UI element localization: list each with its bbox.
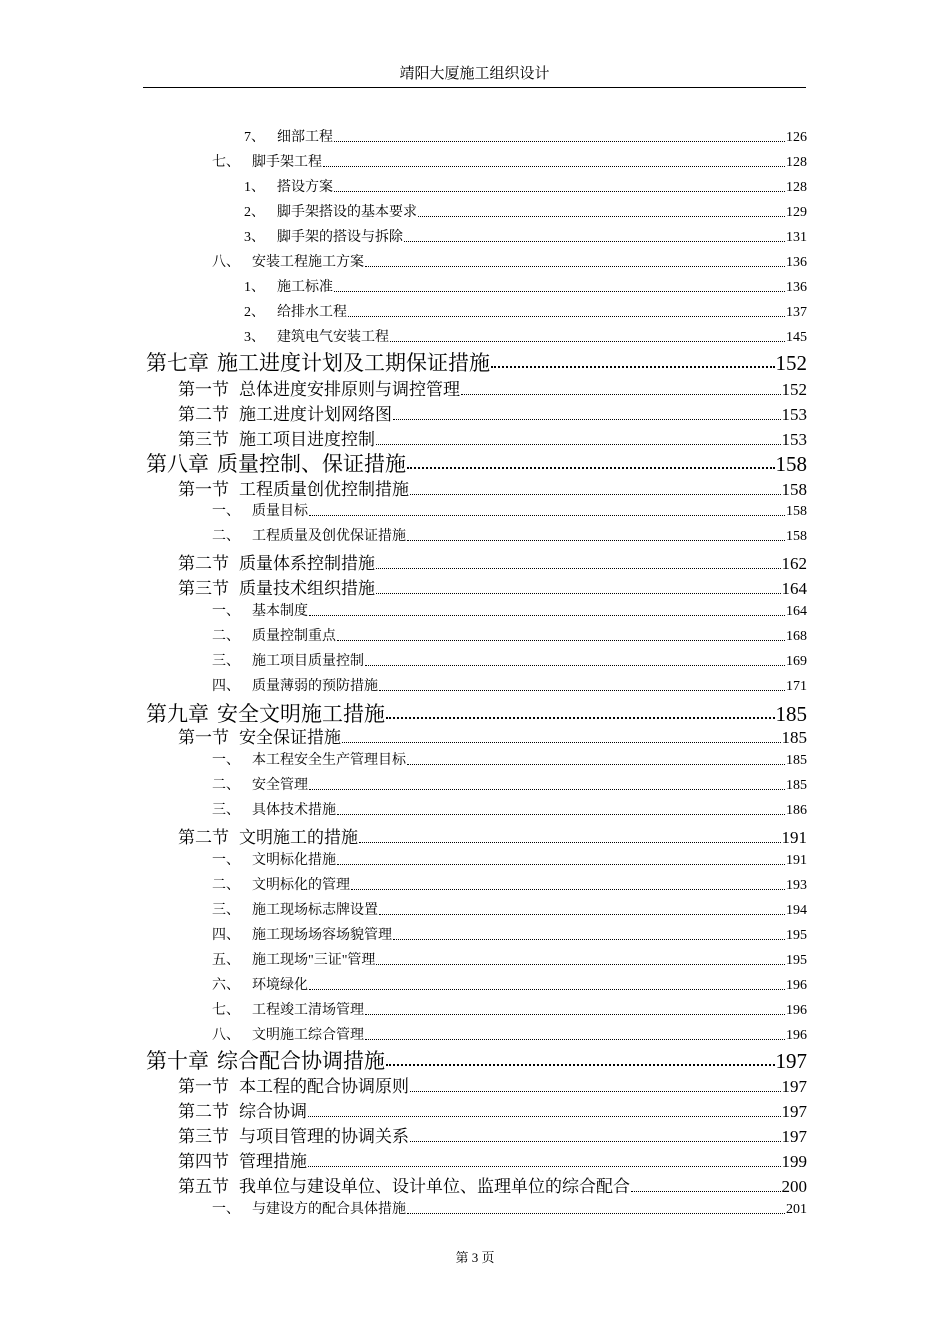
toc-entry-page: 197: [775, 1049, 807, 1073]
toc-entry-number: 第一节: [178, 480, 229, 499]
toc-entry-page: 136: [786, 255, 807, 270]
toc-entry-title: 给排水工程: [277, 305, 347, 320]
toc-dot-leader: [365, 1039, 785, 1040]
toc-entry-title: 施工进度计划及工期保证措施: [217, 351, 490, 375]
toc-entry-title: 施工项目进度控制: [239, 430, 375, 449]
toc-entry-number: 第八章: [146, 452, 209, 476]
toc-entry[interactable]: [212, 999, 807, 1019]
toc-entry-title: 施工项目质量控制: [252, 654, 364, 669]
toc-entry-page: 194: [786, 903, 807, 918]
toc-entry-title: 具体技术措施: [252, 803, 336, 818]
toc-entry-number: 第五节: [178, 1177, 229, 1196]
toc-dot-leader: [404, 241, 785, 242]
toc-dot-leader: [410, 494, 781, 495]
toc-dot-leader: [309, 515, 785, 516]
toc-dot-leader: [393, 419, 781, 420]
toc-entry-title: 质量技术组织措施: [239, 579, 375, 598]
toc-entry-number: 一、: [212, 1202, 240, 1217]
toc-entry[interactable]: [178, 400, 807, 424]
toc-entry-page: 186: [786, 803, 807, 818]
toc-entry-title: 与项目管理的协调关系: [239, 1127, 409, 1146]
toc-entry-number: 四、: [212, 679, 240, 694]
toc-dot-leader: [631, 1191, 781, 1192]
toc-entry-page: 168: [786, 629, 807, 644]
toc-entry-title: 环境绿化: [252, 978, 308, 993]
toc-entry-page: 152: [781, 380, 807, 399]
toc-dot-leader: [323, 166, 785, 167]
toc-dot-leader: [407, 764, 785, 765]
toc-entry-page: 164: [781, 579, 807, 598]
toc-entry-number: 3、: [244, 330, 265, 345]
toc-entry-number: 七、: [212, 155, 240, 170]
toc-entry-title: 搭设方案: [277, 180, 333, 195]
toc-entry[interactable]: [212, 675, 807, 695]
toc-entry[interactable]: [244, 201, 807, 221]
toc-dot-leader: [376, 568, 781, 569]
toc-entry[interactable]: [212, 949, 807, 969]
toc-entry-title: 工程竣工清场管理: [252, 1003, 364, 1018]
toc-entry-page: 200: [781, 1177, 807, 1196]
toc-entry-number: 第三节: [178, 1127, 229, 1146]
toc-dot-leader: [334, 291, 785, 292]
toc-dot-leader: [308, 1116, 781, 1117]
toc-dot-leader: [365, 266, 785, 267]
toc-entry[interactable]: [212, 749, 807, 769]
toc-entry-page: 158: [781, 480, 807, 499]
toc-entry-title: 脚手架工程: [252, 155, 322, 170]
toc-dot-leader: [351, 889, 785, 890]
toc-entry-number: 第二节: [178, 828, 229, 847]
toc-entry-title: 管理措施: [239, 1152, 307, 1171]
toc-dot-leader: [376, 964, 785, 965]
toc-dot-leader: [410, 1091, 781, 1092]
toc-dot-leader: [393, 939, 785, 940]
toc-entry-number: 八、: [212, 255, 240, 270]
toc-entry-number: 第一节: [178, 380, 229, 399]
toc-entry-number: 三、: [212, 903, 240, 918]
toc-entry[interactable]: [212, 500, 807, 520]
toc-entry[interactable]: [212, 525, 807, 545]
toc-entry-title: 本工程安全生产管理目标: [252, 753, 406, 768]
toc-entry-title: 文明施工的措施: [239, 828, 358, 847]
toc-entry[interactable]: [146, 698, 807, 724]
toc-entry-number: 二、: [212, 778, 240, 793]
toc-dot-leader: [376, 593, 781, 594]
page-header: 靖阳大厦施工组织设计: [399, 66, 550, 82]
toc-entry-title: 安全管理: [252, 778, 308, 793]
toc-entry-page: 145: [786, 330, 807, 345]
toc-dot-leader: [410, 1141, 781, 1142]
toc-entry-page: 137: [786, 305, 807, 320]
toc-dot-leader: [390, 341, 785, 342]
toc-entry[interactable]: [212, 151, 807, 171]
toc-entry[interactable]: [212, 899, 807, 919]
toc-entry-title: 综合协调: [239, 1102, 307, 1121]
toc-entry[interactable]: [212, 774, 807, 794]
toc-entry[interactable]: [178, 1122, 807, 1146]
toc-entry-number: 第二节: [178, 1102, 229, 1121]
toc-entry-title: 文明施工综合管理: [252, 1028, 364, 1043]
toc-entry-title: 建筑电气安装工程: [277, 330, 389, 345]
toc-entry[interactable]: [178, 574, 807, 598]
toc-entry-page: 195: [786, 953, 807, 968]
toc-entry-title: 施工现场标志牌设置: [252, 903, 378, 918]
toc-entry-page: 201: [786, 1202, 807, 1217]
toc-dot-leader: [379, 690, 785, 691]
toc-entry-page: 199: [781, 1152, 807, 1171]
toc-dot-leader: [491, 366, 775, 368]
toc-entry-number: 一、: [212, 753, 240, 768]
toc-dot-leader: [379, 914, 785, 915]
toc-entry-number: 八、: [212, 1028, 240, 1043]
toc-entry[interactable]: [212, 799, 807, 819]
toc-entry-title: 施工进度计划网络图: [239, 405, 392, 424]
toc-entry[interactable]: [178, 823, 807, 847]
toc-dot-leader: [418, 216, 785, 217]
toc-entry[interactable]: [212, 924, 807, 944]
toc-entry-page: 129: [786, 205, 807, 220]
toc-entry-number: 7、: [244, 130, 265, 145]
toc-entry-number: 第一节: [178, 1077, 229, 1096]
toc-entry-page: 152: [775, 351, 807, 375]
toc-entry[interactable]: [212, 650, 807, 670]
toc-dot-leader: [334, 191, 785, 192]
toc-entry-title: 综合配合协调措施: [217, 1049, 385, 1073]
toc-entry-title: 文明标化的管理: [252, 878, 350, 893]
toc-entry[interactable]: [244, 176, 807, 196]
toc-entry[interactable]: [212, 849, 807, 869]
toc-entry-title: 质量控制、保证措施: [217, 452, 406, 476]
toc-entry-number: 一、: [212, 604, 240, 619]
toc-dot-leader: [348, 316, 785, 317]
toc-entry[interactable]: [244, 326, 807, 346]
toc-entry-number: 第三节: [178, 430, 229, 449]
toc-entry[interactable]: [178, 1097, 807, 1121]
toc-dot-leader: [461, 394, 781, 395]
toc-entry-number: 三、: [212, 654, 240, 669]
toc-entry-title: 施工标准: [277, 280, 333, 295]
toc-entry-number: 第二节: [178, 554, 229, 573]
toc-entry-page: 185: [781, 728, 807, 747]
toc-entry[interactable]: [146, 448, 807, 474]
toc-entry[interactable]: [244, 126, 807, 146]
toc-entry[interactable]: [178, 375, 807, 399]
toc-entry-number: 第四节: [178, 1152, 229, 1171]
toc-entry-page: 158: [786, 529, 807, 544]
toc-entry-number: 二、: [212, 878, 240, 893]
toc-entry-number: 一、: [212, 504, 240, 519]
toc-entry[interactable]: [244, 301, 807, 321]
toc-dot-leader: [359, 842, 781, 843]
toc-entry-number: 2、: [244, 305, 265, 320]
toc-entry-page: 196: [786, 978, 807, 993]
toc-entry-title: 质量体系控制措施: [239, 554, 375, 573]
toc-dot-leader: [386, 717, 775, 719]
toc-entry-number: 3、: [244, 230, 265, 245]
toc-entry-title: 总体进度安排原则与调控管理: [239, 380, 460, 399]
toc-entry-number: 第九章: [146, 702, 209, 726]
toc-entry-page: 153: [781, 430, 807, 449]
toc-entry-page: 158: [775, 452, 807, 476]
toc-entry[interactable]: [212, 251, 807, 271]
toc-entry-title: 本工程的配合协调原则: [239, 1077, 409, 1096]
toc-dot-leader: [365, 665, 785, 666]
toc-entry[interactable]: [178, 1072, 807, 1096]
toc-dot-leader: [376, 444, 781, 445]
toc-entry-number: 第十章: [146, 1049, 209, 1073]
toc-dot-leader: [309, 989, 785, 990]
toc-dot-leader: [407, 1213, 785, 1214]
toc-entry-number: 1、: [244, 180, 265, 195]
toc-entry[interactable]: [178, 1147, 807, 1171]
toc-entry-page: 197: [781, 1102, 807, 1121]
toc-dot-leader: [365, 1014, 785, 1015]
toc-entry-number: 第三节: [178, 579, 229, 598]
toc-entry-title: 文明标化措施: [252, 853, 336, 868]
toc-entry-title: 细部工程: [277, 130, 333, 145]
toc-entry-page: 158: [786, 504, 807, 519]
toc-entry[interactable]: [178, 475, 807, 499]
toc-entry-title: 施工现场"三证"管理: [252, 953, 376, 968]
toc-entry[interactable]: [178, 1172, 807, 1196]
toc-entry-page: 185: [786, 778, 807, 793]
toc-entry[interactable]: [178, 723, 807, 747]
toc-dot-leader: [407, 467, 775, 469]
toc-entry-title: 质量目标: [252, 504, 308, 519]
toc-entry[interactable]: [146, 347, 807, 373]
toc-entry-page: 126: [786, 130, 807, 145]
toc-entry-page: 191: [781, 828, 807, 847]
toc-entry-title: 质量控制重点: [252, 629, 336, 644]
toc-entry-page: 193: [786, 878, 807, 893]
toc-dot-leader: [309, 615, 785, 616]
toc-dot-leader: [309, 789, 785, 790]
toc-entry[interactable]: [212, 600, 807, 620]
toc-entry-number: 七、: [212, 1003, 240, 1018]
toc-entry-number: 1、: [244, 280, 265, 295]
toc-entry[interactable]: [146, 1045, 807, 1071]
toc-entry[interactable]: [212, 1024, 807, 1044]
toc-entry[interactable]: [212, 974, 807, 994]
toc-entry-title: 安全保证措施: [239, 728, 341, 747]
toc-entry-page: 197: [781, 1077, 807, 1096]
toc-entry-number: 二、: [212, 529, 240, 544]
toc-entry-number: 2、: [244, 205, 265, 220]
toc-entry-page: 131: [786, 230, 807, 245]
toc-entry-page: 128: [786, 155, 807, 170]
toc-entry-page: 196: [786, 1028, 807, 1043]
toc-entry-title: 脚手架的搭设与拆除: [277, 230, 403, 245]
toc-entry[interactable]: [244, 226, 807, 246]
toc-entry-page: 136: [786, 280, 807, 295]
toc-dot-leader: [407, 540, 785, 541]
toc-dot-leader: [337, 640, 785, 641]
toc-dot-leader: [337, 864, 785, 865]
toc-entry-page: 197: [781, 1127, 807, 1146]
toc-entry-page: 185: [786, 753, 807, 768]
toc-dot-leader: [337, 814, 785, 815]
toc-entry-page: 164: [786, 604, 807, 619]
toc-entry-number: 第一节: [178, 728, 229, 747]
toc-entry-page: 171: [786, 679, 807, 694]
toc-entry-number: 三、: [212, 803, 240, 818]
toc-dot-leader: [386, 1064, 775, 1066]
toc-dot-leader: [334, 141, 785, 142]
toc-entry-number: 第七章: [146, 351, 209, 375]
toc-entry-number: 第二节: [178, 405, 229, 424]
toc-entry-title: 脚手架搭设的基本要求: [277, 205, 417, 220]
toc-entry-title: 基本制度: [252, 604, 308, 619]
toc-entry-title: 安全文明施工措施: [217, 702, 385, 726]
toc-entry[interactable]: [212, 874, 807, 894]
toc-entry-page: 128: [786, 180, 807, 195]
toc-entry[interactable]: [178, 425, 807, 449]
toc-entry-number: 一、: [212, 853, 240, 868]
toc-entry-title: 与建设方的配合具体措施: [252, 1202, 406, 1217]
toc-entry-page: 195: [786, 928, 807, 943]
toc-entry-title: 我单位与建设单位、设计单位、监理单位的综合配合: [239, 1177, 630, 1196]
toc-entry-title: 工程质量及创优保证措施: [252, 529, 406, 544]
toc-entry-title: 工程质量创优控制措施: [239, 480, 409, 499]
toc-entry-number: 四、: [212, 928, 240, 943]
toc-entry-title: 安装工程施工方案: [252, 255, 364, 270]
toc-entry-title: 施工现场场容场貌管理: [252, 928, 392, 943]
toc-entry[interactable]: [244, 276, 807, 296]
toc-entry-page: 162: [781, 554, 807, 573]
toc-entry-page: 191: [786, 853, 807, 868]
toc-entry[interactable]: [178, 549, 807, 573]
toc-entry[interactable]: [212, 1198, 807, 1218]
toc-entry-page: 153: [781, 405, 807, 424]
toc-entry-number: 五、: [212, 953, 240, 968]
page-number: 第 3 页: [455, 1250, 495, 1265]
toc-entry[interactable]: [212, 625, 807, 645]
toc-entry-title: 质量薄弱的预防措施: [252, 679, 378, 694]
toc-entry-number: 二、: [212, 629, 240, 644]
toc-entry-page: 185: [775, 702, 807, 726]
toc-entry-page: 196: [786, 1003, 807, 1018]
toc-entry-page: 169: [786, 654, 807, 669]
toc-dot-leader: [342, 742, 781, 743]
toc-dot-leader: [308, 1166, 781, 1167]
toc-entry-number: 六、: [212, 978, 240, 993]
